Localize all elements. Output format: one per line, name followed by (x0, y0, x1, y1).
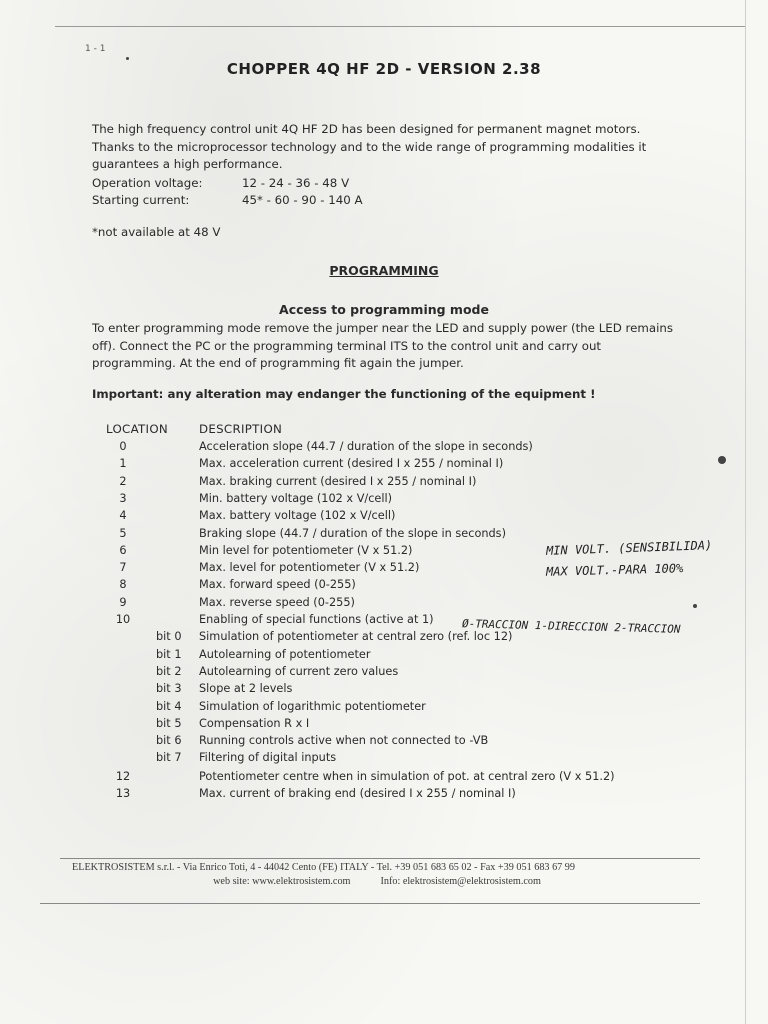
table-row (0, 734, 768, 751)
scan-speck (718, 456, 726, 464)
location-number: 1 (119, 457, 127, 471)
table-row (0, 751, 768, 768)
location-description: Max. reverse speed (0-255) (199, 595, 355, 609)
location-description: Simulation of logarithmic potentiometer (199, 699, 426, 713)
location-description: Max. braking current (desired I x 255 / nominal I) (199, 474, 477, 488)
location-description: Min. battery voltage (102 x V/cell) (199, 491, 393, 505)
location-description: Filtering of digital inputs (199, 751, 337, 765)
bit-label: bit 7 (156, 751, 182, 765)
location-number: 8 (119, 578, 127, 592)
scan-speck (693, 604, 697, 608)
location-description: Acceleration slope (44.7 / duration of the slope in seconds) (199, 440, 533, 453)
table-row (0, 457, 768, 474)
spec-label: Operation voltage: (92, 176, 203, 190)
bit-label: bit 6 (156, 734, 182, 748)
location-number: 7 (119, 561, 127, 575)
programming-heading: PROGRAMMING (329, 263, 439, 278)
table-row (0, 509, 768, 526)
handwritten-note-modes: Ø-TRACCION 1-DIRECCION 2-TRACCION (461, 617, 681, 636)
location-number: 6 (119, 543, 127, 557)
footer-website: web site: www.elektrosistem.com (213, 876, 351, 887)
bit-label: bit 2 (156, 664, 182, 678)
location-description: Autolearning of potentiometer (199, 647, 371, 661)
location-description: Simulation of potentiometer at central zero (ref. loc 12) (199, 630, 513, 644)
scan-speck (126, 57, 129, 60)
location-description: Slope at 2 levels (199, 682, 293, 696)
bit-label: bit 3 (156, 682, 182, 696)
table-row (0, 475, 768, 492)
corner-mark: 1 - 1 (85, 44, 106, 54)
location-description: Max. forward speed (0-255) (199, 578, 356, 592)
bit-label: bit 4 (156, 699, 182, 713)
spec-value: 12 - 24 - 36 - 48 V (242, 176, 350, 190)
location-description: Min level for potentiometer (V x 51.2) (199, 543, 413, 557)
footer-contacts (72, 876, 682, 887)
table-row (0, 648, 768, 665)
location-number: 4 (119, 509, 127, 523)
document-title: CHOPPER 4Q HF 2D - VERSION 2.38 (226, 60, 542, 78)
handwritten-note-max-volt: MAX VOLT.-PARA 100% (545, 561, 684, 579)
table-row (0, 770, 768, 787)
location-description: Compensation R x I (199, 716, 310, 730)
scan-top-edge (55, 26, 745, 27)
handwritten-note-min-volt: MIN VOLT. (SENSIBILIDA) (545, 538, 713, 558)
bit-label: bit 1 (156, 647, 182, 661)
bit-label: bit 0 (156, 630, 182, 644)
table-row (0, 665, 768, 682)
location-description: Max. acceleration current (desired I x 255 / nominal I) (199, 457, 504, 471)
location-description: Running controls active when not connected to -VB (199, 734, 489, 748)
table-row (0, 578, 768, 595)
table-row (0, 787, 768, 804)
table-row (0, 682, 768, 699)
location-number: 9 (119, 595, 127, 609)
location-description: Max. level for potentiometer (V x 51.2) (199, 561, 420, 575)
location-number: 12 (115, 769, 131, 783)
spec-value: 45* - 60 - 90 - 140 A (242, 193, 363, 207)
access-paragraph: To enter programming mode remove the jumper near the LED and supply power (the LED remains off). Connect the PC or the programming terminal ITS to the control unit and carry out programming. At the end of programming fit again the jumper. (92, 321, 674, 370)
table-row (0, 717, 768, 734)
table-row (0, 700, 768, 717)
location-description: Braking slope (44.7 / duration of the slope in seconds) (199, 526, 506, 540)
spec-label: Starting current: (92, 193, 190, 207)
intro-paragraph: The high frequency control unit 4Q HF 2D has been designed for permanent magnet motors. Thanks to the microprocessor technology and to the wide range of programming modalities it guarantees a high performance. (92, 122, 647, 171)
bit-label: bit 5 (156, 716, 182, 730)
location-number: 5 (119, 526, 127, 540)
location-description: Potentiometer centre when in simulation of pot. at central zero (V x 51.2) (199, 769, 615, 783)
location-number: 10 (115, 613, 131, 626)
location-number: 0 (119, 440, 127, 453)
location-number: 2 (119, 474, 127, 488)
footer-rule-top (60, 858, 700, 859)
footer-rule-bottom (40, 903, 700, 904)
column-header-description: DESCRIPTION (199, 422, 283, 436)
location-description: Autolearning of current zero values (199, 664, 399, 678)
location-description: Enabling of special functions (active at 1) (199, 613, 434, 626)
location-number: 13 (115, 787, 131, 800)
table-row (0, 596, 768, 613)
location-description: Max. current of braking end (desired I x 255 / nominal I) (199, 787, 516, 800)
column-header-location: LOCATION (106, 422, 169, 436)
important-warning: Important: any alteration may endanger the functioning of the equipment ! (92, 387, 596, 401)
table-row (0, 440, 768, 457)
table-row (0, 492, 768, 509)
location-number: 3 (119, 491, 127, 505)
footer-address: ELEKTROSISTEM s.r.l. - Via Enrico Toti, 4 - 44042 Cento (FE) ITALY - Tel. +39 051 683 65 02 - Fax +39 051 683 67 99 (72, 862, 575, 873)
footer-email: Info: elektrosistem@elektrosistem.com (380, 876, 541, 887)
access-heading: Access to programming mode (279, 302, 489, 317)
footnote: *not available at 48 V (92, 225, 221, 239)
location-description: Max. battery voltage (102 x V/cell) (199, 509, 396, 523)
